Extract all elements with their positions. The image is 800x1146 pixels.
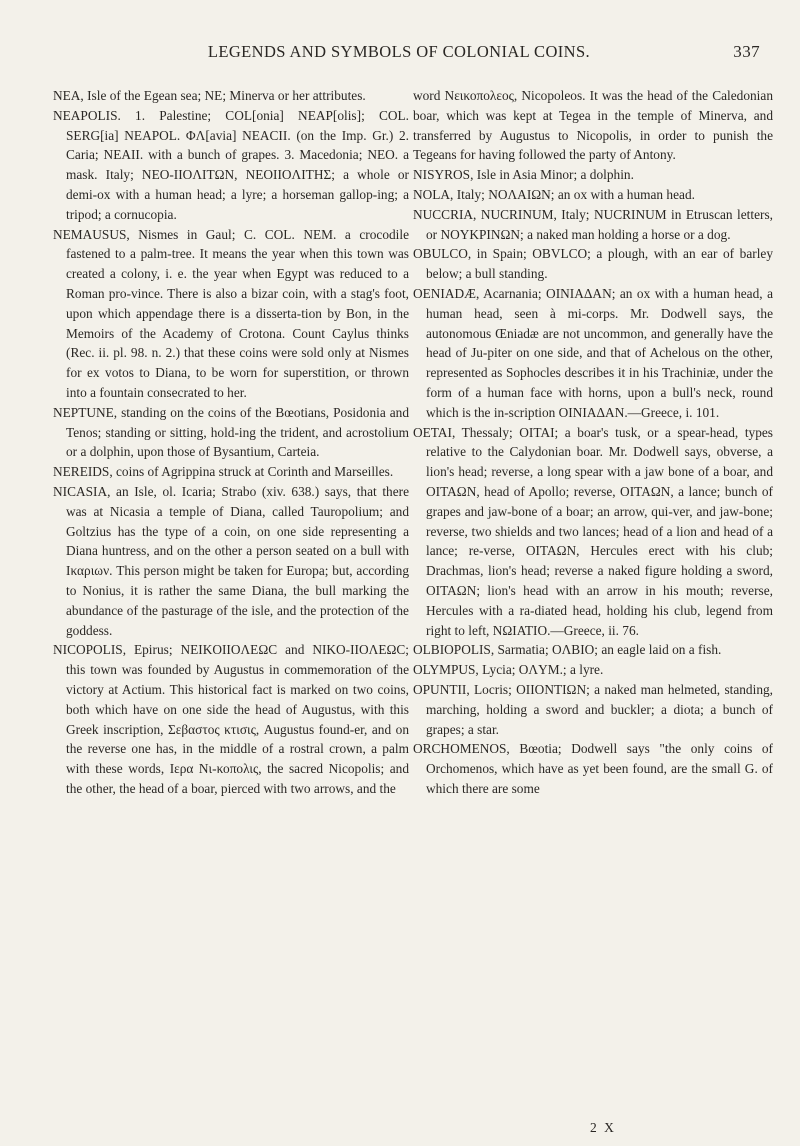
- entry-nuccria: NUCCRIA, NUCRINUM, Italy; NUCRINUM in Etruscan letters, or NOYKPINΩN; a naked man holding a horse or a dog.: [413, 206, 773, 242]
- signature-mark: 2 X: [590, 1120, 616, 1135]
- entry-opuntii: OPUNTII, Locris; OIIONTIΩN; a naked man helmeted, standing, marching, holding a sword and buckler; a diota; a bunch of grapes; a star.: [413, 681, 773, 737]
- entry-olympus: OLYMPUS, Lycia; OΛYM.; a lyre.: [413, 662, 604, 678]
- entry-nicopolis: NICOPOLIS, Epirus; NEIKOIIOΛEΩC and NIKO-IIOΛEΩC; this town was founded by Augustus in commemoration of the victory at Actium. This historical fact is marked on two coins, both which have on one side the head of Augustus, with this Greek inscription, Σεβαστος κτισις, Augustus found-er, and on the reverse one has, in the middle of a rostral crown, a palm with these words, Ιερα Νι-κοπολις, the sacred Nicopolis; and the other, the head of a boar, pierced with two arrows, and the: [53, 642, 409, 796]
- right-column: [413, 86, 773, 799]
- entry-nicasia: NICASIA, an Isle, ol. Icaria; Strabo (xiv. 638.) says, that there was at Nicasia a temple of Diana, called Tauropolium; and Goltzius has the type of a coin, on one side representing a Diana huntress, and on the other a person seated on a bull with Ικαριων. This person might be taken for Europa; but, according to Nonius, it is rather the same Diana, the bull marking the abundance of the pasturage of the isle, and the protection of the goddess.: [53, 483, 409, 638]
- entry-nereids: NEREIDS, coins of Agrippina struck at Corinth and Marseilles.: [53, 464, 394, 480]
- running-header: [38, 42, 760, 72]
- entry-orchomenos: ORCHOMENOS, Bœotia; Dodwell says "the only coins of Orchomenos, which have as yet been found, are the small G. of which there are some: [413, 741, 773, 796]
- entry-nola: NOLA, Italy; NOΛAIΩN; an ox with a human head.: [413, 186, 695, 202]
- entry-neapolis: NEAPOLIS. 1. Palestine; COL[onia] NEAP[olis]; COL. SERG[ia] NEAPOL. ΦΛ[avia] NEACII. (on the Imp. Gr.) 2. Caria; NEAII. with a bunch of grapes. 3. Macedonia; NEO. a mask. Italy; NEO-IIOΛITΩN, NEOIIOΛITHΣ; a whole or demi-ox with a human head; a lyre; a horseman gallop-ing; a tripod; a cornucopia.: [53, 107, 409, 222]
- entry-nicopolis-continued: word Νεικοπολεος, Nicopoleos. It was the head of the Caledonian boar, which was kept at Tegea in the temple of Minerva, and transferred by Augustus to Nicopolis, in order to punish the Tegeans for having followed the party of Antony.: [413, 88, 773, 163]
- entry-obulco: OBULCO, in Spain; OBVLCO; a plough, with an ear of barley below; a bull standing.: [413, 246, 773, 282]
- entry-nisyros: NISYROS, Isle in Asia Minor; a dolphin.: [413, 167, 634, 183]
- entry-oeniadae: OENIADÆ, Acarnania; OINIAΔAN; an ox with a human head, a human head, seen à mi-corps. Mr. Dodwell says, the autonomous Œniadæ are not uncommon, and generally have the head of Ju-piter on one side, and that of Achelous on the other, represented as Sophocles describes it in his Trachiniæ, under the form of a human face with horns, upon a bull's neck, round which is the in-scription OINIAΔAN.—Greece, i. 101.: [413, 285, 773, 420]
- left-column: [53, 86, 409, 799]
- page-title: LEGENDS AND SYMBOLS OF COLONIAL COINS.: [207, 42, 591, 61]
- entry-neptune: NEPTUNE, standing on the coins of the Bœotians, Posidonia and Tenos; standing or sitting, hold-ing the trident, and acrostolium or a dolphin, upon those of Bysantium, Carteia.: [53, 404, 409, 460]
- entry-oetai: OETAI, Thessaly; OITAI; a boar's tusk, or a spear-head, types relative to the Calydonian boar. Mr. Dodwell says, obverse, a lion's head; reverse, a long spear with a jaw bone of a boar, and OITAΩN, head of Apollo; reverse, OITAΩN, a lance; bunch of grapes and jaw-bone of a boar; an arrow, qui-ver, and jaw-bone; reverse, two shields and two lances; head of a lion and head of a lance; re-verse, OITAΩN, Hercules erect with his club; Drachmas, lion's head; reverse a naked figure holding a sword, OITAΩN; lion's head with an arrow in his mouth; reverse, Hercules with a ra-diated head, holding his club, legend from right to left, NΩIATIO.—Greece, ii. 76.: [413, 424, 773, 638]
- entry-nemausus: NEMAUSUS, Nismes in Gaul; C. COL. NEM. a crocodile fastened to a palm-tree. It means the year when this town was created a colony, i. e. the year when Egypt was reduced to a Roman pro-vince. There is also a bizar coin, with a stag's foot, upon which appendage there is a disserta-tion by Bon, in the Memoirs of the Academy of Crotona. Count Caylus thinks (Rec. ii. pl. 98. n. 2.) that these coins were sold only at Nismes for ex votos to Diana, to be worn for superstition, or thrown into a fountain consecrated to her.: [53, 226, 409, 400]
- entry-nea: NEA, Isle of the Egean sea; NE; Minerva or her attributes.: [53, 88, 366, 103]
- page-number: 337: [733, 42, 760, 61]
- entry-olbiopolis: OLBIOPOLIS, Sarmatia; OΛBIO; an eagle laid on a fish.: [413, 642, 722, 658]
